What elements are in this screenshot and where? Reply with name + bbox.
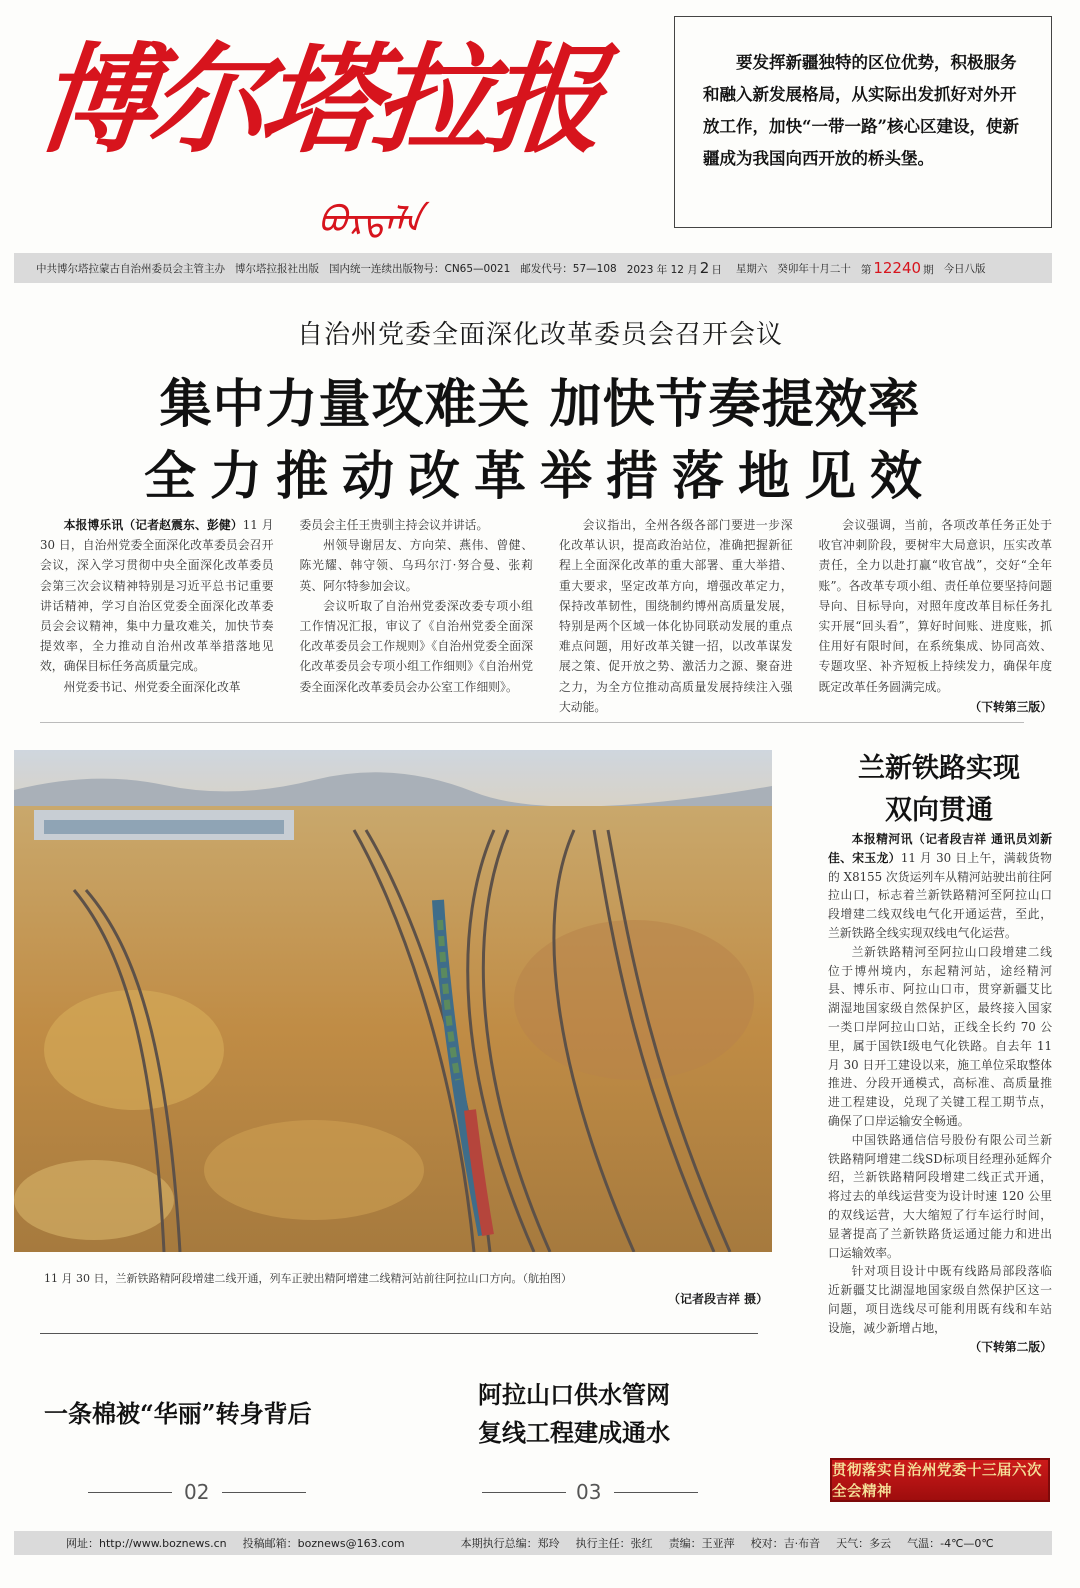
campaign-banner: 贯彻落实自治州党委十三届六次全会精神 <box>830 1458 1050 1502</box>
lead-article-body <box>40 515 1052 714</box>
teaser-water-pipeline[interactable]: 阿拉山口供水管网 复线工程建成通水 <box>478 1380 670 1447</box>
footer-director: 执行主任：张红 <box>575 1537 653 1550</box>
footer-weather: 天气：多云 <box>836 1537 892 1550</box>
divider <box>88 1492 172 1493</box>
lead-column-4: 会议强调，当前，各项改革任务正处于收官冲刺阶段，要树牢大局意识，压实改革责任，全力以赴打赢“收官战”，交好“全年账”。各改革专项小组、责任单位要坚持问题导向、目标导向，对照年度改革目标任务扎实开展“回头看”，算好时间账、进度账，抓住用好有限时间，在系统集成、协同高效、专题攻坚、补齐短板上持续发力，确保年度既定改革任务圆满完成。 （下转第三版） <box>819 515 1053 695</box>
lunar-date: 癸卯年十月二十 <box>777 262 851 275</box>
footer-proofreader: 校对：吉·布音 <box>750 1537 821 1550</box>
lead-headline-line2: 全力推动改革举措落地见效 <box>143 447 936 507</box>
issue-number: 第 12240 期 <box>860 259 934 277</box>
lead-column-2: 委员会主任王贵驯主持会议并讲话。 州领导谢居友、方向荣、燕伟、曾健、陈光耀、韩守领、乌玛尔汀·努合曼、张莉英、阿尔特参加会议。 会议听取了自治州党委深改委专项小组工作情况汇报，审议了《自治州党委全面深化改革委员会工作规则》《自治州党委全面深化改革委员会专项小组工作细则》《自治州党委全面深化改革委员会办公室工作细则》。 <box>299 518 533 694</box>
cn-number: 国内统一连续出版物号：CN65—0021 <box>329 262 511 275</box>
side-byline: 本报精河讯（记者段吉祥 通讯员刘新佳、宋玉龙） <box>828 832 1052 865</box>
lead-continued-note: （下转第三版） <box>969 699 1052 714</box>
masthead-mongolian-script: ᠪᠣᠷᠲᠠᠯᠠ <box>318 200 423 241</box>
side-article-body: 本报精河讯（记者段吉祥 通讯员刘新佳、宋玉龙）11 月 30 日上午，满载货物的 X8155 次货运列车从精河站驶出前往阿拉山口，标志着兰新铁路精河至阿拉山口段增建二线双线电气化开通运营，至此，兰新铁路全线实现双线电气化运营。 兰新铁路精河至阿拉山口段增建二线位于博州境内，东起精河站，途经精河县、博乐市、阿拉山口市，贯穿新疆艾比湖湿地国家级自然保护区，最终接入国家一类口岸阿拉山口站，正线全长约 70 公里，属于国铁Ⅰ级电气化铁路。自去年 11 月 30 日开工建设以来，施工单位采取整体推进、分段开通模式，高标准、高质量推进工程建设，兑现了关键工程工期节点，确保了口岸运输安全畅通。 中国铁路通信信号股份有限公司兰新铁路精阿增建二线SD标项目经理孙延辉介绍，兰新铁路精阿段增建二线正式开通，将过去的单线运营变为设计时速 120 公里的双线运营，大大缩短了行车运行时间，显著提高了兰新铁路货运通过能力和进出口运输效率。 针对项目设计中既有线路局部段落临近新疆艾比湖湿地国家级自然保护区这一问题，项目选线尽可能利用既有线和车站设施，减少新增占地， （下转第二版） <box>828 830 1052 1356</box>
teaser-cotton-quilt[interactable]: 一条棉被“华丽”转身背后 <box>44 1399 312 1428</box>
side-continued-note: （下转第二版） <box>969 1339 1052 1354</box>
railway-photo-illustration <box>14 750 772 1252</box>
issue-info-bar <box>14 253 1052 283</box>
quote-text: 要发挥新疆独特的区位优势，积极服务和融入新发展格局，从实际出发抓好对外开放工作，加快“一带一路”核心区建设，使新疆成为我国向西开放的桥头堡。 <box>703 53 1019 168</box>
divider <box>222 1492 306 1493</box>
issue-date: 2023 年 12 月 2 日 <box>626 259 722 277</box>
lead-headline-line1: 集中力量攻难关 加快节奏提效率 <box>159 375 921 435</box>
postal-code: 邮发代号：57—108 <box>520 262 617 275</box>
lead-kicker: 自治州党委全面深化改革委员会召开会议 <box>296 320 783 350</box>
masthead-title: 博尔塔拉报 <box>30 30 606 169</box>
lead-column-1: 本报博乐讯（记者赵震东、彭健）11 月 30 日，自治州党委全面深化改革委员会召开会议，深入学习贯彻中央全面深化改革委员会第三次会议精神特别是习近平总书记重要讲话精神，学习自治区党委全面深化改革委员会会议精神，集中力量攻难关，加快节奏提效率，全力推动自治州改革举措落地见效，确保目标任务高质量完成。 州党委书记、州党委全面深化改革 <box>40 518 274 694</box>
quote-box <box>674 16 1052 228</box>
photo-credit: （记者段吉祥 摄） <box>668 1292 769 1306</box>
divider <box>482 1492 566 1493</box>
publisher: 博尔塔拉报社出版 <box>235 262 319 275</box>
footer-website[interactable]: 网址：http://www.boznews.cn <box>66 1537 227 1550</box>
divider <box>614 1492 698 1493</box>
page-count: 今日八版 <box>943 262 986 275</box>
photo-caption: 11 月 30 日，兰新铁路精阿段增建二线开通，列车正驶出精阿增建二线精河站前往阿拉山口方向。（航拍图） <box>44 1272 572 1285</box>
footer-editor: 责编：王亚萍 <box>668 1537 735 1550</box>
lead-byline: 本报博乐讯（记者赵震东、彭健） <box>63 518 243 532</box>
divider <box>40 722 1024 723</box>
footer-chief-editor: 本期执行总编：郑玲 <box>460 1537 560 1550</box>
side-article-title: 兰新铁路实现 双向贯通 <box>858 753 1020 826</box>
divider <box>40 1333 758 1334</box>
railway-aerial-photo <box>14 750 772 1252</box>
footer-temperature: 气温：-4℃—0℃ <box>907 1537 994 1550</box>
teaser-page-03: 03 <box>576 1480 602 1504</box>
weekday: 星期六 <box>735 262 768 275</box>
footer-email[interactable]: 投稿邮箱：boznews@163.com <box>242 1537 405 1550</box>
teaser-page-02: 02 <box>184 1480 210 1504</box>
sponsor: 中共博尔塔拉蒙古自治州委员会主管主办 <box>36 262 225 275</box>
footer-bar <box>14 1531 1052 1555</box>
lead-column-3: 会议指出，全州各级各部门要进一步深化改革认识，提高政治站位，准确把握新征程上全面深化改革的重大部署、重大举措、重大要求，坚定改革方向，增强改革定力，保持改革韧性，围绕制约博州高质量发展，特别是两个区域一体化协同联动发展的重点难点问题，用好改革关键一招，以改革谋发展之策、促开放之势、激活力之源、聚奋进之力，为全方位推动高质量发展持续注入强大动能。 <box>559 518 793 714</box>
